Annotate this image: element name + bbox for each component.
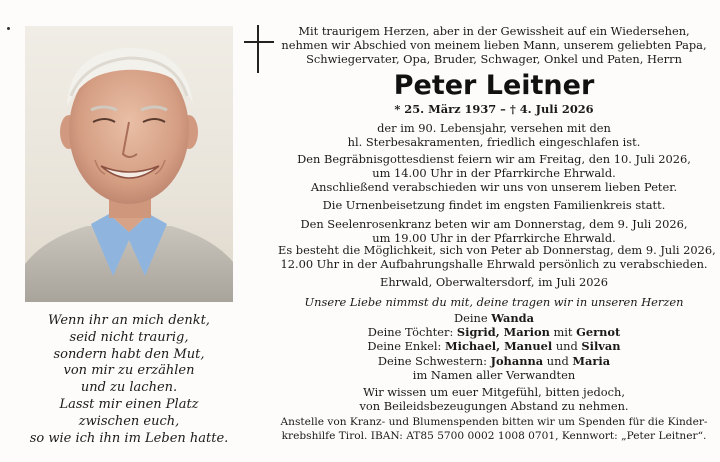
rosary-line: Den Seelenrosenkranz beten wir am Donnerstag, dem 9. Juli 2026, xyxy=(300,217,688,231)
poem-line: Wenn ihr an mich denkt, xyxy=(48,313,210,328)
rosary-text xyxy=(278,217,710,245)
cross-icon xyxy=(244,25,274,73)
passing-line: der im 90. Lebensjahr, versehen mit den xyxy=(377,121,611,135)
family-join: und xyxy=(546,353,569,368)
poem-line: Lasst mir einen Platz xyxy=(59,396,199,412)
portrait-photo xyxy=(25,26,233,302)
intro-line: nehmen wir Abschied von meinem lieben Mann, unserem geliebten Papa, xyxy=(281,38,707,53)
poem-line: so wie ich ihn im Leben hatte. xyxy=(29,430,229,446)
place-date: Ehrwald, Oberwaltersdorf, im Juli 2026 xyxy=(380,275,608,289)
poem-line: sondern habt den Mut, xyxy=(53,346,205,362)
motto: Unsere Liebe nimmst du mit, deine tragen wir in unseren Herzen xyxy=(304,295,684,309)
poem-line: zwischen euch, xyxy=(78,413,180,429)
funeral-text xyxy=(278,152,710,195)
funeral-line: Den Begräbnisgottesdienst feiern wir am Freitag, den 10. Juli 2026, xyxy=(297,152,691,166)
rosary-line: um 19.00 Uhr in der Pfarrkirche Ehrwald. xyxy=(372,231,616,246)
viewing-text xyxy=(278,243,716,272)
family-label: Deine Enkel: xyxy=(367,339,442,354)
intro-line: Mit traurigem Herzen, aber in der Gewissheit auf ein Wiedersehen, xyxy=(298,24,690,38)
family-join: und xyxy=(555,339,578,354)
sympathy-line: Wir wissen um euer Mitgefühl, bitten jedoch, xyxy=(363,385,625,399)
poem-line: und zu lachen. xyxy=(80,380,178,396)
viewing-line: 12.00 Uhr in der Aufbahrungshalle Ehrwald persönlich zu verabschieden. xyxy=(280,257,708,272)
sympathy-line: von Beileidsbezeugungen Abstand zu nehmen. xyxy=(359,399,629,414)
corner-dot xyxy=(7,27,10,30)
family-name: Sigrid, Marion xyxy=(456,325,550,340)
family-name: Wanda xyxy=(491,311,535,325)
intro-line: Schwiegervater, Opa, Bruder, Schwager, Onkel und Paten, Herrn xyxy=(306,52,682,67)
family-join: mit xyxy=(553,325,573,340)
intro-text xyxy=(278,24,710,67)
family-relatives: im Namen aller Verwandten xyxy=(412,367,576,382)
family-label: Deine Schwestern: xyxy=(377,353,487,368)
family-label: Deine Töchter: xyxy=(367,325,454,340)
family-name: Silvan xyxy=(581,339,621,354)
funeral-line: um 14.00 Uhr in der Pfarrkirche Ehrwald. xyxy=(372,166,616,181)
donation-line: krebshilfe Tirol. IBAN: AT85 5700 0002 1008 0701, Kennwort: „Peter Leitner“. xyxy=(281,429,707,442)
family-name: Michael, Manuel xyxy=(445,339,553,354)
funeral-line: Anschließend verabschieden wir uns von unserem lieben Peter. xyxy=(310,180,678,195)
family-grandchildren xyxy=(278,339,710,353)
sympathy-text xyxy=(278,385,710,413)
family-sisters xyxy=(278,354,710,368)
life-dates: * 25. März 1937 – † 4. Juli 2026 xyxy=(394,102,594,116)
deceased-name: Peter Leitner xyxy=(393,70,595,101)
family-list xyxy=(278,311,710,382)
viewing-line: Es besteht die Möglichkeit, sich von Peter ab Donnerstag, dem 9. Juli 2026, xyxy=(278,243,716,257)
poem-line: seid nicht traurig, xyxy=(69,329,189,345)
family-name: Maria xyxy=(572,353,611,368)
poem-line: von mir zu erzählen xyxy=(63,363,195,379)
urn-burial-text: Die Urnenbeisetzung findet im engsten Familienkreis statt. xyxy=(322,198,666,212)
donation-text xyxy=(278,416,710,443)
family-daughters xyxy=(278,325,710,339)
family-label: Deine xyxy=(453,311,488,325)
passing-text xyxy=(278,121,710,149)
passing-line: hl. Sterbesakramenten, friedlich eingeschlafen ist. xyxy=(347,135,641,150)
donation-line: Anstelle von Kranz- und Blumenspenden bitten wir um Spenden für die Kinder- xyxy=(280,416,708,428)
family-name: Gernot xyxy=(576,325,621,340)
family-name: Johanna xyxy=(490,353,544,368)
family-wife xyxy=(278,311,710,325)
memorial-poem xyxy=(25,313,233,447)
